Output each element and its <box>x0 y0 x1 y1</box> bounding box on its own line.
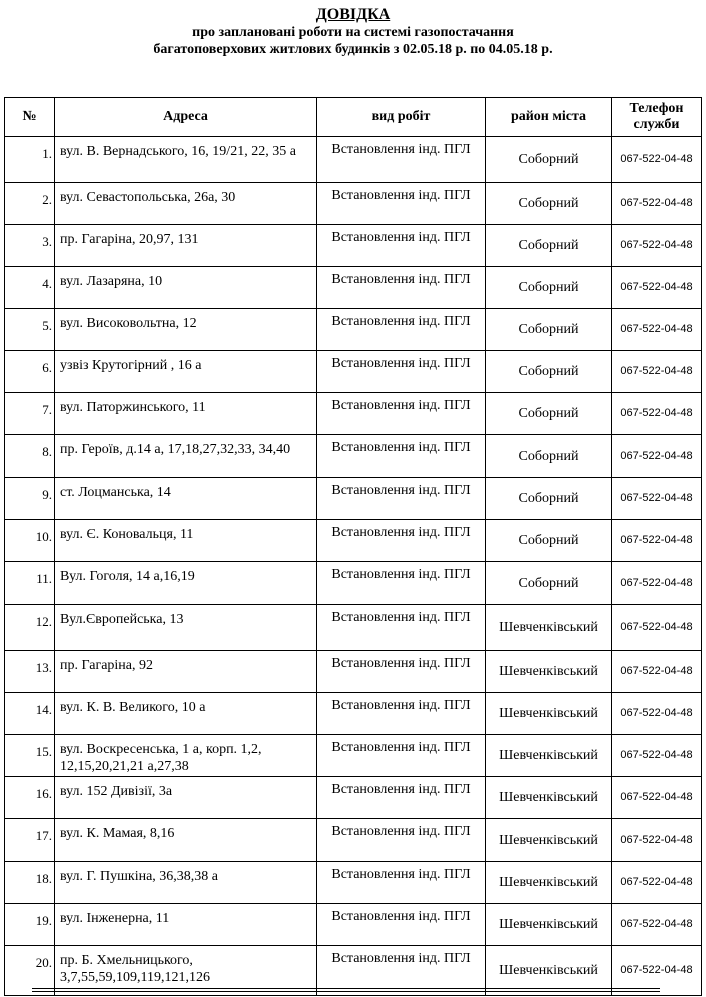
table-row <box>5 605 702 651</box>
row-work: Встановлення інд. ПГЛ <box>317 351 486 393</box>
row-phone: 067-522-04-48 <box>612 605 702 651</box>
table-row <box>5 183 702 225</box>
row-num: 11. <box>5 562 55 605</box>
row-district: Шевченківський <box>486 735 612 777</box>
row-district: Соборний <box>486 137 612 183</box>
row-work: Встановлення інд. ПГЛ <box>317 183 486 225</box>
row-address: ст. Лоцманська, 14 <box>55 478 317 520</box>
table-row <box>5 520 702 562</box>
row-work: Встановлення інд. ПГЛ <box>317 520 486 562</box>
table-body <box>5 137 702 996</box>
row-num: 2. <box>5 183 55 225</box>
row-num: 16. <box>5 777 55 819</box>
row-work: Встановлення інд. ПГЛ <box>317 562 486 605</box>
row-phone: 067-522-04-48 <box>612 351 702 393</box>
header-phone: Телефон служби <box>612 98 702 137</box>
table-row <box>5 309 702 351</box>
row-district: Шевченківський <box>486 693 612 735</box>
row-address: пр. Гагаріна, 92 <box>55 651 317 693</box>
row-district: Соборний <box>486 267 612 309</box>
row-district: Соборний <box>486 351 612 393</box>
row-num: 12. <box>5 605 55 651</box>
row-num: 18. <box>5 862 55 904</box>
row-district: Соборний <box>486 562 612 605</box>
row-num: 13. <box>5 651 55 693</box>
table-row <box>5 267 702 309</box>
table-row <box>5 651 702 693</box>
table-row <box>5 562 702 605</box>
row-phone: 067-522-04-48 <box>612 267 702 309</box>
row-address: вул. Інженерна, 11 <box>55 904 317 946</box>
table-row <box>5 777 702 819</box>
works-table <box>4 97 702 996</box>
header-district: район міста <box>486 98 612 137</box>
row-work: Встановлення інд. ПГЛ <box>317 651 486 693</box>
row-work: Встановлення інд. ПГЛ <box>317 393 486 435</box>
table-row <box>5 862 702 904</box>
row-address: пр. Б. Хмельницького, 3,7,55,59,109,119,121,126 <box>55 946 317 996</box>
row-address: вул. Лазаряна, 10 <box>55 267 317 309</box>
row-address: вул. Г. Пушкіна, 36,38,38 а <box>55 862 317 904</box>
row-address: вул. Паторжинського, 11 <box>55 393 317 435</box>
footer-rule-bottom <box>32 991 660 992</box>
row-district: Шевченківський <box>486 819 612 862</box>
table-row <box>5 225 702 267</box>
row-num: 9. <box>5 478 55 520</box>
row-num: 5. <box>5 309 55 351</box>
document-title: ДОВІДКА <box>315 6 391 23</box>
row-address: узвіз Крутогірний , 16 а <box>55 351 317 393</box>
row-phone: 067-522-04-48 <box>612 183 702 225</box>
row-address: вул. Є. Коновальця, 11 <box>55 520 317 562</box>
row-address: пр. Героїв, д.14 а, 17,18,27,32,33, 34,40 <box>55 435 317 478</box>
row-phone: 067-522-04-48 <box>612 819 702 862</box>
header-work: вид робіт <box>317 98 486 137</box>
row-address: вул. К. Мамая, 8,16 <box>55 819 317 862</box>
row-district: Шевченківський <box>486 904 612 946</box>
row-num: 7. <box>5 393 55 435</box>
row-num: 1. <box>5 137 55 183</box>
row-work: Встановлення інд. ПГЛ <box>317 478 486 520</box>
row-work: Встановлення інд. ПГЛ <box>317 435 486 478</box>
row-num: 14. <box>5 693 55 735</box>
row-phone: 067-522-04-48 <box>612 225 702 267</box>
row-district: Шевченківський <box>486 862 612 904</box>
row-address: вул. Воскресенська, 1 а, корп. 1,2, 12,15,20,21,21 а,27,38 <box>55 735 317 777</box>
row-address: пр. Гагаріна, 20,97, 131 <box>55 225 317 267</box>
row-phone: 067-522-04-48 <box>612 946 702 996</box>
row-work: Встановлення інд. ПГЛ <box>317 777 486 819</box>
row-address: вул. Севастопольська, 26а, 30 <box>55 183 317 225</box>
row-district: Шевченківський <box>486 946 612 996</box>
row-work: Встановлення інд. ПГЛ <box>317 946 486 996</box>
table-header-row <box>5 98 702 137</box>
row-district: Соборний <box>486 478 612 520</box>
row-num: 6. <box>5 351 55 393</box>
row-phone: 067-522-04-48 <box>612 562 702 605</box>
row-work: Встановлення інд. ПГЛ <box>317 904 486 946</box>
row-num: 20. <box>5 946 55 996</box>
table-row <box>5 137 702 183</box>
row-phone: 067-522-04-48 <box>612 904 702 946</box>
row-district: Соборний <box>486 393 612 435</box>
row-district: Шевченківський <box>486 605 612 651</box>
row-num: 17. <box>5 819 55 862</box>
row-phone: 067-522-04-48 <box>612 777 702 819</box>
header-num: № <box>5 98 55 137</box>
row-num: 4. <box>5 267 55 309</box>
table-row <box>5 478 702 520</box>
row-phone: 067-522-04-48 <box>612 862 702 904</box>
table-row <box>5 819 702 862</box>
row-phone: 067-522-04-48 <box>612 651 702 693</box>
row-phone: 067-522-04-48 <box>612 693 702 735</box>
row-address: вул. К. В. Великого, 10 а <box>55 693 317 735</box>
row-phone: 067-522-04-48 <box>612 309 702 351</box>
row-phone: 067-522-04-48 <box>612 435 702 478</box>
row-phone: 067-522-04-48 <box>612 520 702 562</box>
row-work: Встановлення інд. ПГЛ <box>317 735 486 777</box>
row-work: Встановлення інд. ПГЛ <box>317 862 486 904</box>
row-district: Соборний <box>486 309 612 351</box>
table-row <box>5 393 702 435</box>
row-num: 3. <box>5 225 55 267</box>
row-address: вул. 152 Дивізії, 3а <box>55 777 317 819</box>
row-address: Вул.Європейська, 13 <box>55 605 317 651</box>
row-address: вул. Високовольтна, 12 <box>55 309 317 351</box>
document-subtitle-line1: про заплановані роботи на системі газопостачання <box>192 25 514 40</box>
row-num: 19. <box>5 904 55 946</box>
row-work: Встановлення інд. ПГЛ <box>317 605 486 651</box>
row-work: Встановлення інд. ПГЛ <box>317 309 486 351</box>
row-num: 10. <box>5 520 55 562</box>
row-district: Шевченківський <box>486 651 612 693</box>
header-address: Адреса <box>55 98 317 137</box>
row-district: Соборний <box>486 183 612 225</box>
row-address: вул. В. Вернадського, 16, 19/21, 22, 35 а <box>55 137 317 183</box>
row-phone: 067-522-04-48 <box>612 735 702 777</box>
row-work: Встановлення інд. ПГЛ <box>317 693 486 735</box>
row-district: Соборний <box>486 520 612 562</box>
row-phone: 067-522-04-48 <box>612 478 702 520</box>
row-district: Соборний <box>486 435 612 478</box>
row-num: 8. <box>5 435 55 478</box>
row-work: Встановлення інд. ПГЛ <box>317 225 486 267</box>
row-work: Встановлення інд. ПГЛ <box>317 137 486 183</box>
row-work: Встановлення інд. ПГЛ <box>317 819 486 862</box>
row-address: Вул. Гоголя, 14 а,16,19 <box>55 562 317 605</box>
row-phone: 067-522-04-48 <box>612 393 702 435</box>
row-phone: 067-522-04-48 <box>612 137 702 183</box>
row-district: Соборний <box>486 225 612 267</box>
table-row <box>5 735 702 777</box>
row-num: 15. <box>5 735 55 777</box>
document-header <box>0 6 706 58</box>
row-district: Шевченківський <box>486 777 612 819</box>
table-row <box>5 904 702 946</box>
table-row <box>5 351 702 393</box>
row-work: Встановлення інд. ПГЛ <box>317 267 486 309</box>
table-row <box>5 693 702 735</box>
footer-rule-top <box>32 988 660 989</box>
document-subtitle-line2: багатоповерхових житлових будинків з 02.05.18 р. по 04.05.18 р. <box>153 42 553 57</box>
table-row <box>5 435 702 478</box>
